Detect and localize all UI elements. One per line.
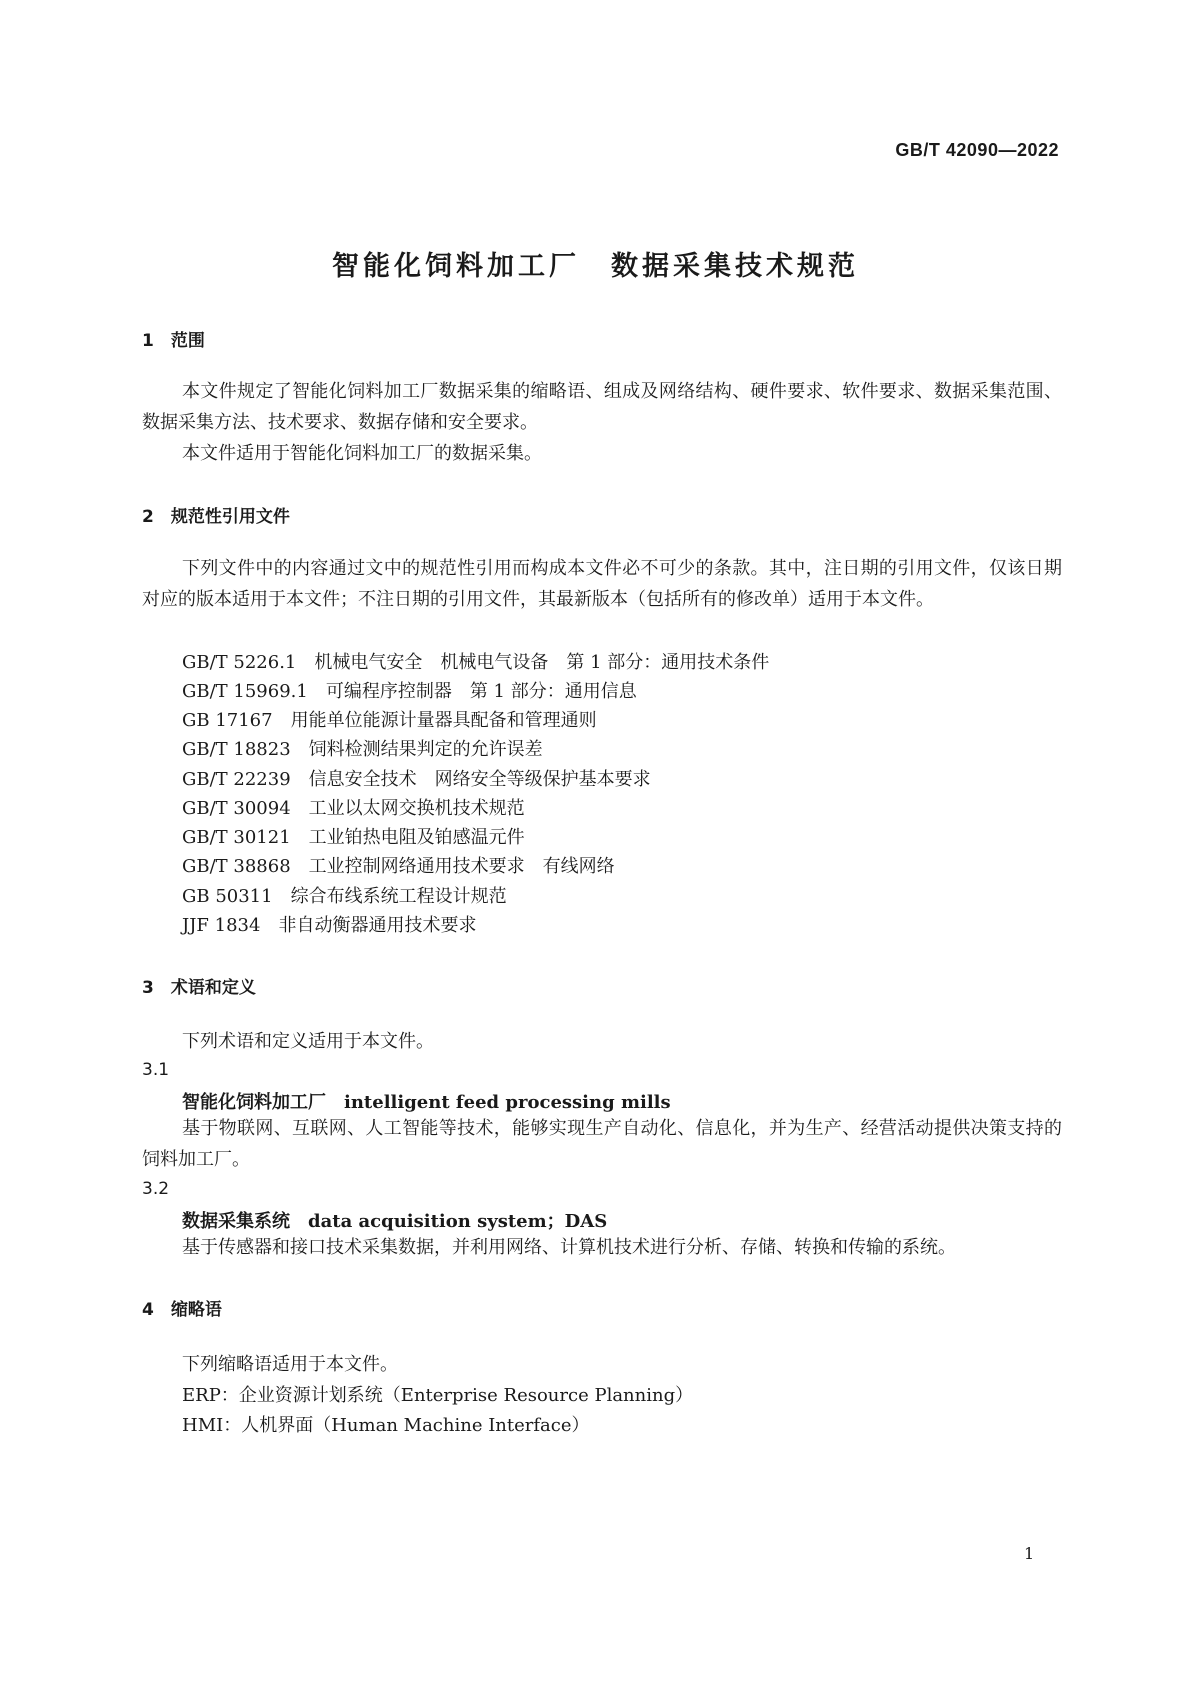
term-title: 数据采集系统 data acquisition system；DAS [182,1211,608,1232]
reference-item: GB/T 22239 信息安全技术 网络安全等级保护基本要求 [182,769,651,790]
abbreviation-item: ERP：企业资源计划系统（Enterprise Resource Planning） [182,1385,694,1406]
reference-item: GB 17167 用能单位能源计量器具配备和管理通则 [182,710,597,731]
reference-item: GB/T 15969.1 可编程序控制器 第 1 部分：通用信息 [182,681,637,702]
document-title: 智能化饲料加工厂 数据采集技术规范 [332,251,859,282]
term-number: 3.1 [142,1060,170,1080]
standard-number: GB/T 42090—2022 [895,140,1059,160]
section-heading-terms-definitions: 3 术语和定义 [142,978,256,998]
terms-intro-paragraph: 下列术语和定义适用于本文件。 [182,1031,434,1052]
term-title: 智能化饲料加工厂 intelligent feed processing mills [182,1092,671,1113]
reference-item: GB/T 38868 工业控制网络通用技术要求 有线网络 [182,856,615,877]
abbreviation-item: HMI：人机界面（Human Machine Interface） [182,1415,590,1436]
reference-item: GB 50311 综合布线系统工程设计规范 [182,886,507,907]
reference-item: JJF 1834 非自动衡器通用技术要求 [182,915,477,936]
reference-item: GB/T 30094 工业以太网交换机技术规范 [182,798,525,819]
section-heading-abbreviations: 4 缩略语 [142,1300,222,1320]
section-heading-scope: 1 范围 [142,331,205,351]
term-definition: 基于传感器和接口技术采集数据，并利用网络、计算机技术进行分析、存储、转换和传输的系统。 [182,1237,956,1258]
reference-item: GB/T 5226.1 机械电气安全 机械电气设备 第 1 部分：通用技术条件 [182,652,770,673]
abbreviations-intro-paragraph: 下列缩略语适用于本文件。 [182,1354,398,1375]
term-number: 3.2 [142,1179,170,1199]
reference-item: GB/T 18823 饲料检测结果判定的允许误差 [182,739,543,760]
term-definition: 基于物联网、互联网、人工智能等技术，能够实现生产自动化、信息化，并为生产、经营活动提供决策支持的饲料加工厂。 [142,1118,1062,1170]
applicability-paragraph: 本文件适用于智能化饲料加工厂的数据采集。 [182,443,542,464]
reference-item: GB/T 30121 工业铂热电阻及铂感温元件 [182,827,525,848]
references-intro-paragraph: 下列文件中的内容通过文中的规范性引用而构成本文件必不可少的条款。其中，注日期的引用文件，仅该日期对应的版本适用于本文件；不注日期的引用文件，其最新版本（包括所有的修改单）适用于本文件。 [142,558,1062,610]
page-number: 1 [1024,1544,1035,1563]
section-heading-normative-references: 2 规范性引用文件 [142,507,290,527]
scope-paragraph: 本文件规定了智能化饲料加工厂数据采集的缩略语、组成及网络结构、硬件要求、软件要求、数据采集范围、数据采集方法、技术要求、数据存储和安全要求。 [142,381,1062,433]
